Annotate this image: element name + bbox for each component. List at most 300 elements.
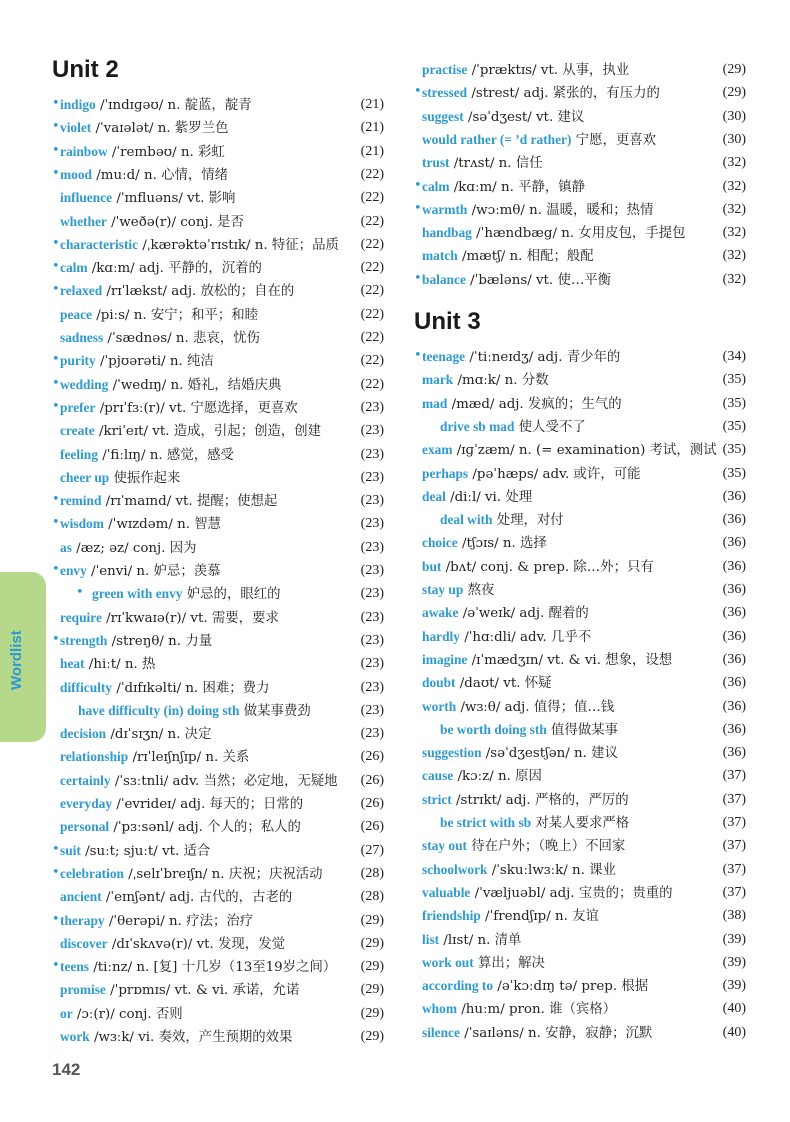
vocab-entry (52, 187, 384, 209)
entry-definition: /ˈhændbæg/ n. 女用皮包，手提包 (471, 226, 686, 242)
entry-page-ref: (21) (360, 97, 384, 112)
star-bullet-icon: • (414, 84, 422, 100)
entry-body (60, 234, 339, 257)
entry-definition: /kɔːz/ n. 原因 (453, 769, 542, 785)
entry-definition: /dɪˈskʌvə(r)/ vt. 发现，发觉 (107, 936, 285, 952)
vocab-entry (52, 746, 384, 768)
entry-page-ref: (23) (360, 423, 384, 439)
vocab-entry (414, 952, 746, 974)
entry-word: silence (422, 1024, 460, 1040)
entry-body (60, 374, 281, 397)
entry-body (60, 187, 235, 210)
entry-word: handbag (422, 225, 472, 241)
entry-word: stay out (422, 838, 468, 854)
vocab-entry (414, 998, 746, 1020)
entry-word: influence (60, 190, 113, 206)
entry-word: purity (60, 353, 96, 369)
entry-definition: /strest/ adj. 紧张的，有压力的 (467, 86, 660, 102)
entry-word: therapy (60, 912, 105, 928)
star-bullet-icon: • (52, 864, 60, 880)
entry-body (422, 129, 656, 152)
star-bullet-icon: • (52, 259, 60, 275)
entry-page-ref: (22) (360, 283, 384, 299)
entry-page-ref: (23) (360, 539, 384, 555)
entry-definition: /ˈweðə(r)/ conj. 是否 (106, 214, 244, 230)
vocab-entry (52, 490, 384, 512)
entry-definition: 值得做某事 (546, 722, 618, 738)
entry-body (60, 537, 196, 560)
entry-word: worth (422, 698, 457, 714)
entry-body (422, 439, 717, 462)
vocab-entry (52, 560, 384, 582)
vocab-entry (414, 509, 746, 531)
entry-word: deal (422, 488, 446, 504)
entry-word: decision (60, 726, 107, 742)
entry-word: valuable (422, 884, 471, 900)
entry-word: calm (422, 178, 450, 194)
vocab-entry (52, 583, 384, 605)
entry-body (422, 59, 629, 82)
star-bullet-icon: • (52, 352, 60, 368)
entry-body (422, 82, 660, 105)
entry-definition: 妒忌的，眼红的 (182, 587, 281, 603)
entry-body (422, 905, 599, 928)
entry-definition: 使人受不了 (514, 419, 586, 435)
entry-word: promise (60, 982, 106, 998)
entry-body (60, 397, 298, 420)
entry-word: suit (60, 842, 81, 858)
entry-word: teens (60, 959, 90, 975)
entry-body (422, 176, 585, 199)
entry-definition: /pəˈhæps/ adv. 或许，可能 (468, 466, 641, 482)
entry-word: doubt (422, 675, 456, 691)
entry-word: would rather (= ’d rather) (422, 131, 572, 147)
entry-word: be worth doing sth (440, 721, 547, 737)
entry-definition: /mæd/ adj. 发疯的；生气的 (447, 396, 622, 412)
entry-body (422, 369, 549, 392)
entry-word: characteristic (60, 236, 139, 252)
entry-definition: /ˈskuːlwɜːk/ n. 课业 (487, 862, 616, 878)
entry-definition: /wɜːθ/ adj. 值得；值…钱 (456, 699, 615, 715)
vocab-entry (414, 532, 746, 554)
entry-word: wedding (60, 376, 109, 392)
entry-page-ref: (36) (722, 698, 746, 714)
vocab-entry (414, 176, 746, 198)
vocab-entry (414, 463, 746, 485)
entry-word: list (422, 931, 440, 947)
entry-word: deal with (440, 512, 493, 528)
vocab-entry (414, 556, 746, 578)
star-bullet-icon: • (52, 142, 60, 158)
entry-definition: /streŋθ/ n. 力量 (107, 633, 213, 649)
entry-page-ref: (23) (360, 702, 384, 718)
star-bullet-icon: • (52, 631, 60, 647)
entry-word: indigo (60, 97, 96, 112)
entry-definition: /dɪˈsɪʒn/ n. 决定 (106, 727, 212, 743)
vocab-entry (414, 199, 746, 221)
vocab-entry (52, 886, 384, 908)
entry-page-ref: (22) (360, 376, 384, 392)
entry-page-ref: (21) (360, 143, 384, 159)
entry-definition: /kɑːm/ adj. 平静的，沉着的 (87, 261, 262, 277)
entry-body (60, 94, 252, 117)
unit-3-title: Unit 3 (414, 308, 481, 335)
entry-body (422, 649, 672, 672)
entry-definition: /ˌselɪˈbreɪʃn/ n. 庆祝；庆祝活动 (123, 866, 323, 882)
entry-definition: /kɑːm/ n. 平静，镇静 (449, 179, 586, 195)
entry-page-ref: (29) (360, 1029, 384, 1044)
vocab-entry (52, 933, 384, 955)
entry-word: warmth (422, 201, 468, 217)
entry-word: whom (422, 1001, 457, 1017)
entry-word: violet (60, 120, 92, 136)
entry-page-ref: (22) (360, 236, 384, 252)
vocab-entry (52, 700, 384, 722)
entry-definition: /æz; əz/ conj. 因为 (71, 540, 197, 556)
entry-page-ref: (23) (360, 516, 384, 532)
vocab-entry (414, 765, 746, 787)
entry-word: relationship (60, 749, 129, 765)
entry-body (422, 626, 591, 649)
entry-body (422, 222, 686, 245)
entry-body (422, 152, 543, 175)
entry-body (422, 998, 616, 1021)
vocab-entry (52, 117, 384, 139)
entry-page-ref: (35) (722, 442, 746, 458)
vocab-entry (414, 1022, 746, 1044)
entry-body (60, 979, 299, 1002)
entry-word: mad (422, 395, 448, 411)
entry-definition: /ˈenvi/ n. 妒忌；羡慕 (86, 564, 221, 579)
star-bullet-icon: • (414, 270, 422, 286)
entry-definition: /ˈsɜːtnli/ adv. 当然；必定地，无疑地 (110, 773, 338, 789)
entry-body (422, 696, 614, 719)
entry-body (440, 416, 586, 439)
entry-definition: /ˈdɪfɪkəlti/ n. 困难；费力 (112, 680, 270, 696)
vocab-entry (414, 626, 746, 648)
entry-word: everyday (60, 796, 113, 811)
entry-body (440, 812, 629, 835)
vocab-entry (52, 304, 384, 326)
entry-definition: 待在户外；（晚上）不回家 (467, 839, 626, 855)
star-bullet-icon: • (52, 375, 60, 391)
entry-page-ref: (29) (360, 982, 384, 998)
entry-body (422, 975, 648, 998)
vocab-entry (52, 1003, 384, 1025)
entry-body (422, 765, 542, 788)
star-bullet-icon: • (52, 398, 60, 414)
entry-page-ref: (32) (722, 201, 746, 217)
vocab-entry (52, 164, 384, 186)
entry-body (60, 444, 234, 467)
entry-definition: /muːd/ n. 心情，情绪 (92, 167, 229, 183)
entry-page-ref: (39) (722, 931, 746, 947)
entry-body (60, 560, 221, 583)
entry-definition: /kriˈeɪt/ vt. 造成，引起；创造，创建 (94, 424, 322, 440)
vocab-entry (52, 513, 384, 535)
star-bullet-icon: • (52, 958, 60, 974)
vocab-entry (414, 106, 746, 128)
vocab-entry (414, 696, 746, 718)
entry-definition: /ˈvaɪələt/ n. 紫罗兰色 (91, 121, 229, 137)
vocab-entry (52, 397, 384, 419)
star-bullet-icon: • (414, 348, 422, 363)
vocab-entry (414, 859, 746, 881)
entry-page-ref: (29) (360, 959, 384, 975)
entry-page-ref: (36) (722, 651, 746, 667)
entry-page-ref: (26) (360, 796, 384, 811)
vocab-entry (52, 770, 384, 792)
vocab-entry (414, 245, 746, 267)
star-bullet-icon: • (52, 562, 60, 577)
entry-body (60, 607, 279, 630)
entry-page-ref: (27) (360, 842, 384, 858)
entry-body (440, 719, 618, 742)
entry-definition: 对某人要求严格 (531, 816, 630, 831)
entry-definition: /ˈprɒmɪs/ vt. & vi. 承诺，允诺 (105, 983, 300, 999)
entry-definition: /əˈweɪk/ adj. 醒着的 (458, 606, 589, 622)
entry-page-ref: (36) (722, 582, 746, 597)
vocab-entry (52, 420, 384, 442)
entry-definition: /suːt; sjuːt/ vt. 适合 (80, 843, 211, 859)
entry-word: cheer up (60, 469, 110, 485)
entry-body (60, 863, 323, 886)
entry-definition: /rɪˈlækst/ adj. 放松的；自在的 (102, 284, 295, 300)
vocab-entry (414, 269, 746, 291)
entry-body (422, 199, 653, 222)
entry-body (60, 490, 277, 513)
entry-body (60, 1026, 292, 1049)
vocab-entry (414, 346, 746, 368)
entry-word: personal (60, 819, 110, 835)
vocab-entry (414, 835, 746, 857)
entry-page-ref: (36) (722, 745, 746, 761)
entry-definition: /ˈsædnəs/ n. 悲哀，忧伤 (103, 331, 260, 346)
entry-body (60, 630, 212, 653)
entry-word: be strict with sb (440, 815, 532, 830)
vocab-entry (414, 905, 746, 927)
entry-definition: /ˈevrideɪ/ adj. 每天的；日常的 (112, 797, 304, 812)
entry-page-ref: (29) (360, 912, 384, 928)
vocab-entry (414, 416, 746, 438)
entry-word: feeling (60, 446, 98, 462)
entry-definition: /rɪˈmaɪnd/ vt. 提醒；使想起 (101, 494, 278, 510)
vocab-entry (52, 141, 384, 163)
vocab-entry (52, 94, 384, 116)
entry-word: or (60, 1005, 73, 1021)
entry-word: rainbow (60, 143, 108, 159)
entry-page-ref: (36) (722, 628, 746, 644)
entry-definition: /ˈeɪnʃənt/ adj. 古代的，古老的 (101, 890, 293, 906)
entry-page-ref: (32) (722, 248, 746, 264)
entry-body (422, 486, 532, 509)
entry-definition: /ɪˈmædʒɪn/ vt. & vi. 想象，设想 (467, 652, 673, 668)
entry-definition: /ɪɡˈzæm/ n. (= examination) 考试，测试 (452, 443, 717, 459)
entry-definition: /ɔː(r)/ conj. 否则 (72, 1006, 183, 1022)
entry-body (60, 304, 258, 327)
entry-page-ref: (23) (360, 469, 384, 485)
entry-body (60, 164, 228, 187)
entry-word: schoolwork (422, 861, 488, 877)
entry-definition: /ˈfiːlɪŋ/ n. 感觉，感受 (97, 447, 234, 463)
entry-definition: /səˈdʒestʃən/ n. 建议 (481, 746, 618, 762)
entry-body (422, 106, 584, 129)
entry-page-ref: (21) (360, 120, 384, 136)
entry-page-ref: (29) (360, 935, 384, 951)
entry-body (422, 245, 594, 268)
entry-body (60, 746, 249, 769)
entry-body (60, 886, 292, 909)
vocab-entry (414, 602, 746, 624)
vocab-entry (52, 863, 384, 885)
entry-body (422, 835, 625, 858)
entry-definition: /əˈkɔːdɪŋ tə/ prep. 根据 (493, 979, 649, 995)
vocab-entry (52, 467, 384, 489)
entry-body (60, 840, 210, 863)
entry-definition: /rɪˈkwaɪə(r)/ vt. 需要，要求 (101, 610, 279, 626)
entry-page-ref: (23) (360, 609, 384, 625)
entry-definition: 做某事费劲 (239, 703, 311, 719)
entry-page-ref: (22) (360, 213, 384, 229)
entry-definition: /prɪˈfɜː(r)/ vt. 宁愿选择，更喜欢 (95, 400, 298, 416)
entry-body (422, 556, 654, 579)
entry-word: green with envy (92, 586, 183, 602)
entry-body (422, 1022, 652, 1045)
entry-definition: 宁愿，更喜欢 (571, 132, 657, 148)
entry-word: cause (422, 768, 454, 784)
vocab-entry (52, 444, 384, 466)
entry-body (422, 672, 552, 695)
entry-definition: /huːm/ pron. 谁（宾格） (456, 1002, 617, 1018)
entry-page-ref: (40) (722, 1024, 746, 1040)
entry-word: discover (60, 935, 108, 951)
entry-body (92, 583, 281, 606)
entry-word: prefer (60, 399, 96, 415)
entry-body (60, 816, 301, 839)
entry-word: wisdom (60, 516, 104, 532)
entry-page-ref: (37) (722, 884, 746, 900)
vocab-entry (414, 719, 746, 741)
vocab-entry (414, 369, 746, 391)
entry-page-ref: (35) (722, 395, 746, 411)
vocab-entry (52, 653, 384, 675)
entry-body (60, 770, 338, 793)
entry-page-ref: (23) (360, 679, 384, 695)
entry-definition: /rɪˈleɪʃnʃɪp/ n. 关系 (128, 750, 250, 766)
entry-word: according to (422, 978, 494, 994)
entry-body (422, 929, 521, 952)
entry-body (60, 933, 285, 956)
entry-word: difficulty (60, 679, 113, 695)
vocab-entry (414, 672, 746, 694)
entry-page-ref: (32) (722, 271, 746, 287)
entry-page-ref: (26) (360, 749, 384, 765)
entry-body (60, 257, 262, 280)
entry-word: exam (422, 442, 453, 458)
entry-word: create (60, 423, 95, 439)
entry-definition: /ˈreɪnbəʊ/ n. 彩虹 (107, 144, 225, 160)
entry-page-ref: (36) (722, 558, 746, 574)
entry-definition: /piːs/ n. 安宁；和平；和睦 (91, 307, 259, 323)
entry-page-ref: (22) (360, 190, 384, 206)
entry-body (422, 346, 620, 369)
entry-word: whether (60, 213, 107, 229)
entry-page-ref: (30) (722, 108, 746, 124)
entry-word: awake (422, 605, 459, 621)
vocab-entry (414, 129, 746, 151)
entry-definition: 熬夜 (463, 583, 495, 598)
vocab-entry (414, 812, 746, 834)
star-bullet-icon: • (52, 165, 60, 181)
entry-body (60, 141, 225, 164)
entry-definition: /ˈwedɪŋ/ n. 婚礼，结婚庆典 (108, 377, 282, 393)
entry-page-ref: (37) (722, 768, 746, 784)
entry-definition: /ˈɪndɪɡəʊ/ n. 靛蓝，靛青 (95, 98, 252, 113)
entry-page-ref: (32) (722, 178, 746, 194)
entry-page-ref: (23) (360, 399, 384, 415)
vocab-entry (414, 439, 746, 461)
entry-body (60, 467, 180, 490)
entry-word: require (60, 609, 102, 625)
entry-page-ref: (37) (722, 838, 746, 854)
entry-word: as (60, 539, 72, 555)
entry-definition: /bʌt/ conj. & prep. 除…外；只有 (441, 559, 654, 575)
entry-definition: /ˈbæləns/ vt. 使…平衡 (465, 272, 612, 288)
side-tab-label: Wordlist (8, 630, 25, 690)
entry-word: match (422, 248, 458, 264)
entry-definition: /wɜːk/ vi. 奏效，产生预期的效果 (89, 1030, 293, 1045)
entry-definition: /ˈɪnfluəns/ vt. 影响 (112, 191, 236, 207)
entry-definition: /diːl/ vi. 处理 (445, 489, 533, 505)
entry-body (422, 269, 611, 292)
entry-word: suggestion (422, 745, 482, 761)
entry-page-ref: (29) (360, 1005, 384, 1021)
entry-body (422, 602, 589, 625)
entry-body (422, 952, 545, 975)
vocab-entry (414, 789, 746, 811)
entry-word: choice (422, 535, 458, 551)
entry-word: calm (60, 260, 88, 276)
entry-page-ref: (28) (360, 865, 384, 881)
entry-page-ref: (36) (722, 721, 746, 737)
entry-definition: /tiːnz/ n. [复] 十几岁（13至19岁之间） (89, 960, 337, 976)
vocab-entry (52, 607, 384, 629)
entry-page-ref: (36) (722, 488, 746, 504)
entry-body (60, 1003, 183, 1026)
entry-definition: /ˈfrendʃɪp/ n. 友谊 (480, 909, 599, 925)
entry-page-ref: (40) (722, 1001, 746, 1017)
entry-word: friendship (422, 908, 481, 924)
entry-word: certainly (60, 772, 111, 788)
vocab-entry (52, 280, 384, 302)
entry-body (78, 700, 311, 723)
entry-body (60, 280, 294, 303)
entry-page-ref: (23) (360, 446, 384, 462)
entry-definition: 处理，对付 (492, 513, 564, 529)
entry-word: work (60, 1029, 90, 1044)
entry-definition: /ˈtiːneɪdʒ/ adj. 青少年的 (465, 350, 621, 365)
entry-page-ref: (22) (360, 260, 384, 276)
vocab-entry (52, 211, 384, 233)
vocab-entry (52, 257, 384, 279)
entry-page-ref: (23) (360, 586, 384, 602)
entry-page-ref: (22) (360, 353, 384, 369)
entry-body (60, 117, 229, 140)
entry-page-ref: (34) (722, 349, 746, 364)
entry-page-ref: (23) (360, 656, 384, 672)
entry-word: trust (422, 155, 450, 171)
entry-word: imagine (422, 651, 468, 667)
